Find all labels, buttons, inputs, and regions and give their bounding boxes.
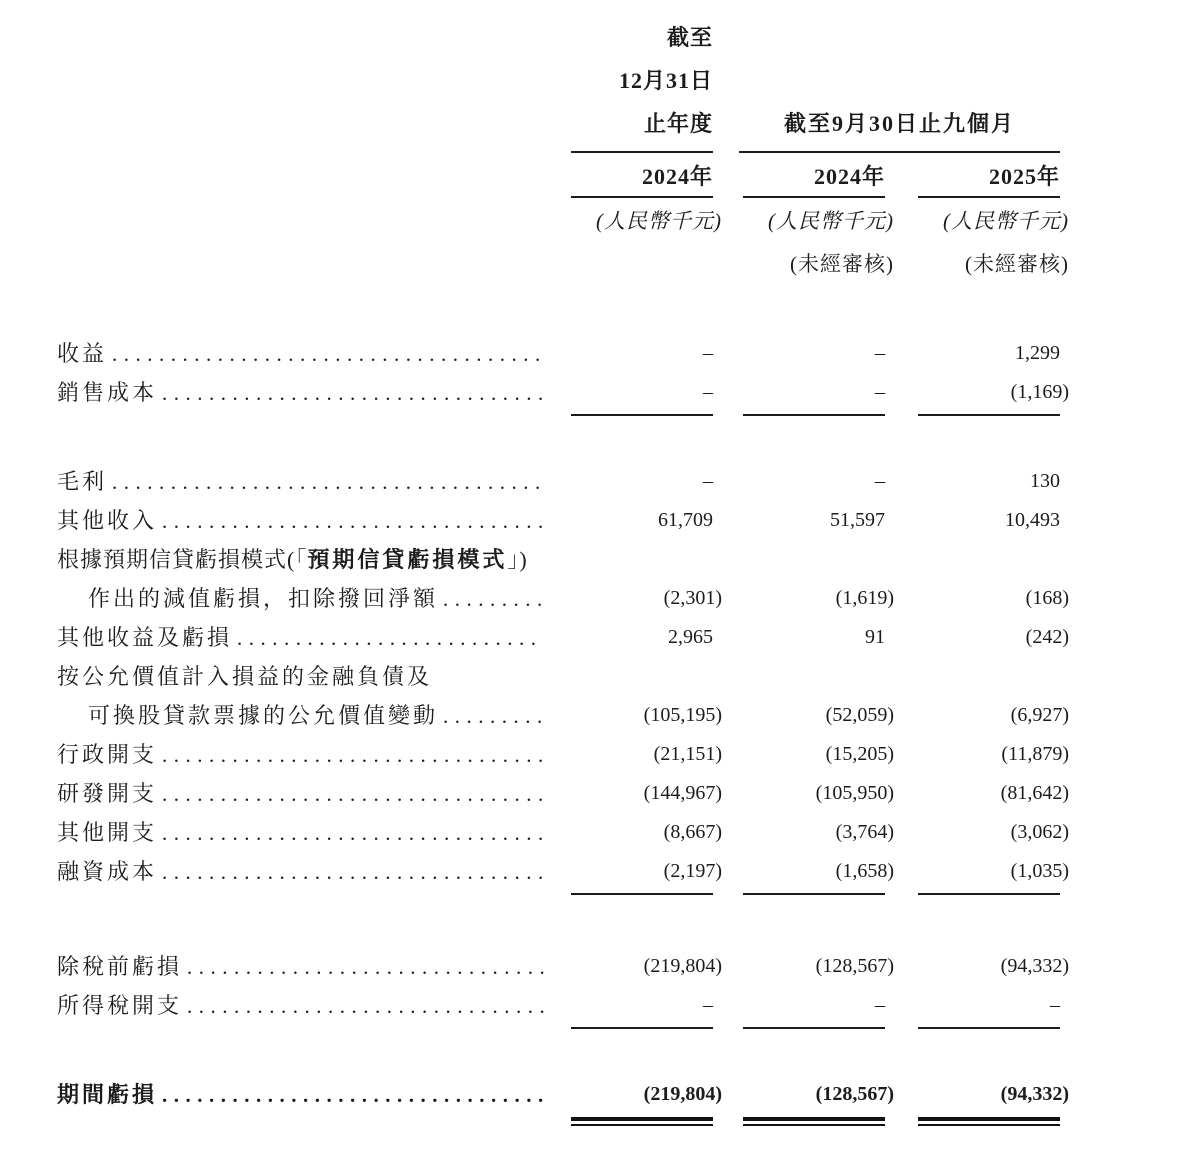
row-loss-before-tax [57,947,1184,986]
section-gap [57,1031,1184,1075]
header-label-spacer [57,244,544,288]
row-label: 按公允價值計入損益的金融負債及 [57,664,433,689]
table-header-years-row [57,150,1184,198]
row-fair-value-changes [57,696,1184,735]
year-label: 2024年 [813,164,885,189]
value-fy2024: (144,967) [643,782,722,804]
value-9m2024: (1,658) [835,860,894,882]
value-fy2024: (219,804) [643,1083,722,1105]
row-label: 可換股貸款票據的公允價值變動 [88,703,439,728]
value-9m2024: (52,059) [825,704,894,726]
value-9m2025: (11,879) [1001,743,1069,765]
row-ecl-model-caption [57,540,1184,579]
caption-prefix: 根據預期信貸虧損模式(「 [57,547,308,572]
value-fy2024: (105,195) [643,704,722,726]
header-label-spacer [57,198,544,244]
dot-leader [187,986,544,1025]
value-9m2025: (6,927) [1010,704,1069,726]
dot-leader [162,813,544,852]
column-rule [743,1027,885,1029]
row-other-expenses [57,813,1184,852]
column-rule [571,414,713,416]
dot-leader [443,696,544,735]
value-fy2024: (2,301) [663,587,722,609]
annual-period-header [544,16,722,153]
value-9m2024: (105,950) [815,782,894,804]
row-loss-for-period [57,1075,1184,1114]
dot-leader [112,462,544,501]
annual-period-line-3: 止年度 [643,111,713,136]
value-9m2025: (94,332) [1000,1083,1069,1105]
column-rule [571,1027,713,1029]
annual-period-line-2: 12月31日 [618,68,713,93]
row-fvtpl-caption [57,657,1184,696]
row-label: 期間虧損 [57,1082,158,1107]
value-fy2024: – [703,470,713,492]
row-label: 行政開支 [57,742,158,767]
row-label [57,540,528,579]
column-rule [743,893,885,895]
defined-term-bold: 預期信貸虧損模式 [307,547,508,572]
value-9m2024: (128,567) [815,955,894,977]
row-label: 毛利 [57,469,108,494]
value-9m2025: (1,169) [1010,381,1069,403]
value-fy2024: (2,197) [663,860,722,882]
value-9m2024: – [875,342,885,364]
row-label: 所得稅開支 [57,993,183,1018]
section-rule [57,1025,1184,1031]
row-rd-expenses [57,774,1184,813]
row-label: 收益 [57,341,108,366]
row-income-tax-expense [57,986,1184,1025]
year-label: 2024年 [641,164,713,189]
row-other-gains-and-losses [57,618,1184,657]
currency-note-fy2024: (人民幣千元) [596,209,722,233]
column-rule [918,1027,1060,1029]
row-finance-costs [57,852,1184,891]
value-fy2024: – [703,381,713,403]
dot-leader [162,735,544,774]
row-label: 其他收益及虧損 [57,625,233,650]
value-9m2024: – [875,994,885,1016]
interim-period-header [722,16,1069,153]
row-revenue [57,334,1184,373]
row-label: 融資成本 [57,859,158,884]
row-label: 研發開支 [57,781,158,806]
section-gap [57,897,1184,947]
row-label: 其他收入 [57,508,158,533]
value-9m2025: (94,332) [1000,955,1069,977]
value-9m2024: – [875,381,885,403]
dot-leader [162,1075,544,1114]
value-fy2024: 61,709 [658,509,713,531]
row-other-income [57,501,1184,540]
value-9m2024: (1,619) [835,587,894,609]
currency-note-9m2025: (人民幣千元) [943,209,1069,233]
double-rule [918,1117,1060,1126]
value-9m2025: (168) [1025,587,1069,609]
value-9m2025: – [1050,994,1060,1016]
value-9m2024: 51,597 [830,509,885,531]
year-header-fy2024 [544,150,722,198]
value-9m2025: (3,062) [1010,821,1069,843]
header-label-spacer [57,150,544,198]
dot-leader [112,334,544,373]
row-gross-profit [57,462,1184,501]
value-9m2024: (15,205) [825,743,894,765]
total-double-rule-row [57,1114,1184,1130]
row-label: 銷售成本 [57,380,158,405]
interim-period-label: 截至9月30日止九個月 [783,111,1015,136]
section-rule [57,412,1184,418]
year-header-9m2024 [722,150,894,198]
value-9m2024: – [875,470,885,492]
value-fy2024: – [703,342,713,364]
year-header-9m2025 [894,150,1069,198]
column-rule [918,414,1060,416]
dot-leader [162,373,544,412]
dot-leader [162,774,544,813]
year-label: 2025年 [988,164,1060,189]
value-fy2024: (219,804) [643,955,722,977]
header-label-spacer [57,16,544,153]
value-9m2024: (128,567) [815,1083,894,1105]
row-label: 作出的減值虧損，扣除撥回淨額 [88,586,439,611]
value-fy2024: 2,965 [668,626,713,648]
column-rule [918,893,1060,895]
value-9m2024: (3,764) [835,821,894,843]
unaudited-note-9m2024: (未經審核) [790,252,894,276]
currency-note-9m2024: (人民幣千元) [768,209,894,233]
annual-period-line-1: 截至 [666,25,713,50]
currency-note-row [57,198,1184,244]
row-cost-of-sales [57,373,1184,412]
value-9m2025: (81,642) [1000,782,1069,804]
section-gap [57,418,1184,462]
dot-leader [443,579,544,618]
double-rule [743,1117,885,1126]
unaudited-note-row [57,244,1184,288]
value-fy2024: (21,151) [653,743,722,765]
section-rule [57,891,1184,897]
row-administrative-expenses [57,735,1184,774]
table-header-period-row [57,16,1184,150]
column-rule [571,893,713,895]
dot-leader [187,947,544,986]
value-9m2025: 1,299 [1015,342,1060,364]
value-9m2025: 130 [1030,470,1060,492]
column-rule [743,414,885,416]
value-9m2025: 10,493 [1005,509,1060,531]
unaudited-note-9m2025: (未經審核) [965,252,1069,276]
row-label: 除稅前虧損 [57,954,183,979]
value-fy2024: – [703,994,713,1016]
double-rule [571,1117,713,1126]
dot-leader [237,618,544,657]
dot-leader [162,501,544,540]
value-9m2024: 91 [865,626,885,648]
value-fy2024: (8,667) [663,821,722,843]
row-impairment-losses [57,579,1184,618]
row-label: 其他開支 [57,820,158,845]
header-body-gap [57,288,1184,334]
value-9m2025: (1,035) [1010,860,1069,882]
value-9m2025: (242) [1025,626,1069,648]
dot-leader [162,852,544,891]
caption-suffix: 」) [507,547,528,572]
